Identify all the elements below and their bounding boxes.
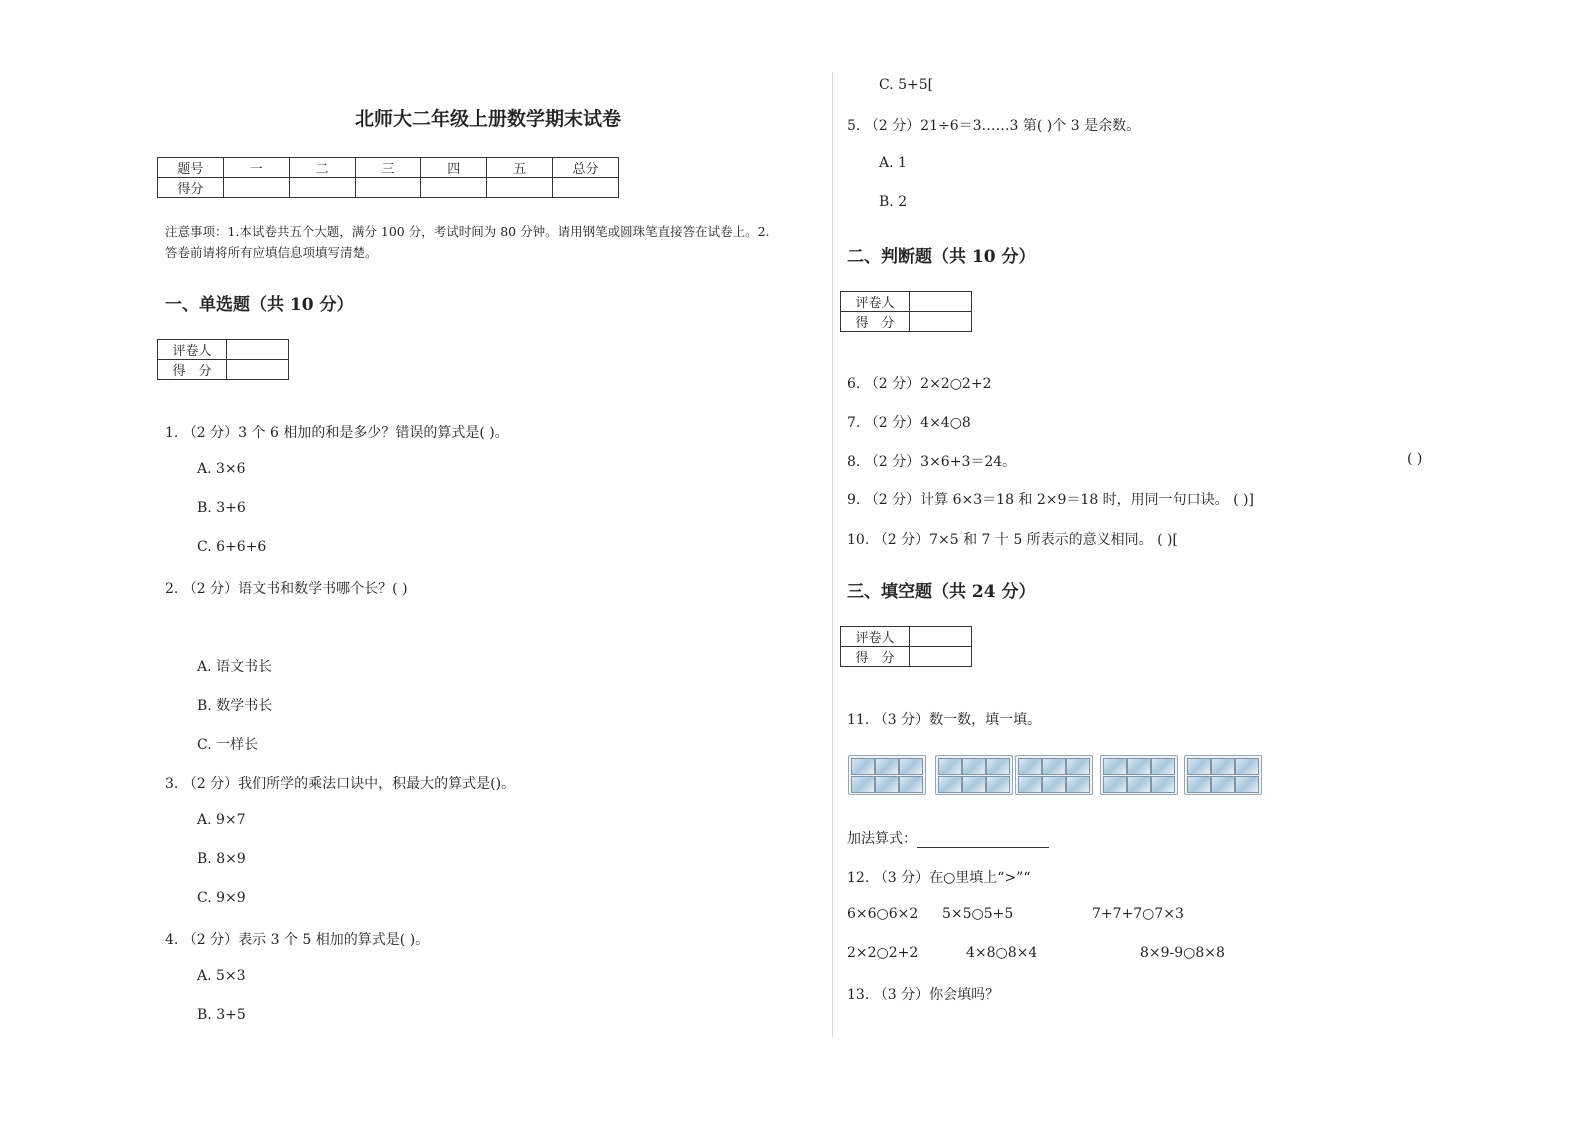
question-stem: 12. （3 分）在○里填上“>”“: [847, 870, 1031, 886]
grader-table: [840, 291, 972, 332]
box-image: [935, 755, 1013, 795]
score-table-header-row: [158, 158, 619, 178]
option[interactable]: C. 9×9: [197, 890, 246, 906]
grader-label: 评卷人: [841, 292, 910, 312]
table-cell: 四: [421, 158, 487, 178]
option[interactable]: B. 数学书长: [197, 698, 273, 714]
table-cell: 一: [223, 158, 289, 178]
table-cell: 五: [487, 158, 553, 178]
box-image: [1100, 755, 1178, 795]
question-stem: 2. （2 分）语文书和数学书哪个长？( ): [165, 581, 408, 597]
option[interactable]: B. 3+5: [197, 1007, 246, 1023]
score-cell[interactable]: [553, 178, 619, 198]
grader-cell[interactable]: [910, 627, 972, 647]
answer-row: [847, 828, 1049, 848]
score-table-score-row: [158, 178, 619, 198]
notice-line-2: 答卷前请将所有应填信息项填写清楚。: [165, 245, 378, 260]
question-stem: 4. （2 分）表示 3 个 5 相加的算式是( )。: [165, 932, 430, 948]
score-table: [157, 157, 619, 198]
table-cell: 二: [289, 158, 355, 178]
question-stem: 11. （3 分）数一数，填一填。: [847, 712, 1042, 728]
question-stem: 13. （3 分）你会填吗？: [847, 987, 1000, 1003]
question-stem: 8. （2 分）3×6+3＝24。: [847, 454, 1017, 470]
answer-blank[interactable]: [917, 833, 1049, 848]
comparison-item[interactable]: 4×8○8×4: [966, 945, 1038, 961]
section-heading: 三、填空题（共 24 分）: [847, 582, 1036, 602]
comparison-item[interactable]: 2×2○2+2: [847, 945, 919, 961]
grader-table: [157, 339, 289, 380]
score-cell[interactable]: [223, 178, 289, 198]
section-heading: 二、判断题（共 10 分）: [847, 247, 1036, 267]
section-heading: 一、单选题（共 10 分）: [165, 295, 354, 315]
table-cell: 题号: [158, 158, 224, 178]
grader-label: 得 分: [841, 312, 910, 332]
option[interactable]: C. 6+6+6: [197, 539, 267, 555]
comparison-item[interactable]: 5×5○5+5: [942, 906, 1014, 922]
question-stem: 1. （2 分）3 个 6 相加的和是多少？错误的算式是( )。: [165, 425, 509, 441]
score-cell[interactable]: [421, 178, 487, 198]
option[interactable]: A. 1: [879, 155, 907, 171]
option[interactable]: C. 一样长: [197, 737, 259, 753]
grader-label: 得 分: [158, 360, 227, 380]
score-cell[interactable]: [289, 178, 355, 198]
grader-label: 评卷人: [841, 627, 910, 647]
column-divider: [832, 72, 833, 1037]
option[interactable]: B. 2: [879, 194, 908, 210]
option[interactable]: A. 9×7: [197, 812, 246, 828]
comparison-item[interactable]: 8×9-9○8×8: [1140, 945, 1225, 961]
answer-paren[interactable]: ( ): [1407, 451, 1423, 467]
grader-cell[interactable]: [227, 360, 289, 380]
option[interactable]: A. 5×3: [197, 968, 246, 984]
option[interactable]: B. 3+6: [197, 500, 246, 516]
option[interactable]: C. 5+5[: [879, 77, 934, 93]
score-cell[interactable]: [355, 178, 421, 198]
notice-line-1: 注意事项：1.本试卷共五个大题，满分 100 分，考试时间为 80 分钟。请用钢笔或圆珠笔直接答在试卷上。2.: [165, 224, 770, 239]
box-image: [1184, 755, 1262, 795]
box-image: [1015, 755, 1093, 795]
question-stem: 3. （2 分）我们所学的乘法口诀中，积最大的算式是()。: [165, 776, 516, 792]
grader-label: 评卷人: [158, 340, 227, 360]
grader-label: 得 分: [841, 647, 910, 667]
exam-title: 北师大二年级上册数学期末试卷: [355, 108, 622, 130]
option[interactable]: A. 3×6: [197, 461, 246, 477]
option[interactable]: A. 语文书长: [197, 659, 273, 675]
grader-cell[interactable]: [910, 647, 972, 667]
comparison-item[interactable]: 6×6○6×2: [847, 906, 919, 922]
boxes-illustration: [848, 749, 1280, 801]
question-stem: 7. （2 分）4×4○8: [847, 415, 971, 431]
box-image: [848, 755, 926, 795]
question-stem: 9. （2 分）计算 6×3＝18 和 2×9＝18 时，用同一句口诀。 ( )]: [847, 492, 1254, 508]
grader-cell[interactable]: [910, 292, 972, 312]
grader-table: [840, 626, 972, 667]
table-cell: 总分: [553, 158, 619, 178]
table-cell: 三: [355, 158, 421, 178]
comparison-item[interactable]: 7+7+7○7×3: [1092, 906, 1184, 922]
option[interactable]: B. 8×9: [197, 851, 246, 867]
question-stem: 5. （2 分）21÷6＝3……3 第( )个 3 是余数。: [847, 118, 1141, 134]
grader-cell[interactable]: [910, 312, 972, 332]
answer-label: 加法算式：: [847, 831, 917, 847]
question-stem: 6. （2 分）2×2○2+2: [847, 376, 992, 392]
table-cell: 得分: [158, 178, 224, 198]
question-stem: 10. （2 分）7×5 和 7 十 5 所表示的意义相同。 ( )[: [847, 532, 1178, 548]
score-cell[interactable]: [487, 178, 553, 198]
grader-cell[interactable]: [227, 340, 289, 360]
